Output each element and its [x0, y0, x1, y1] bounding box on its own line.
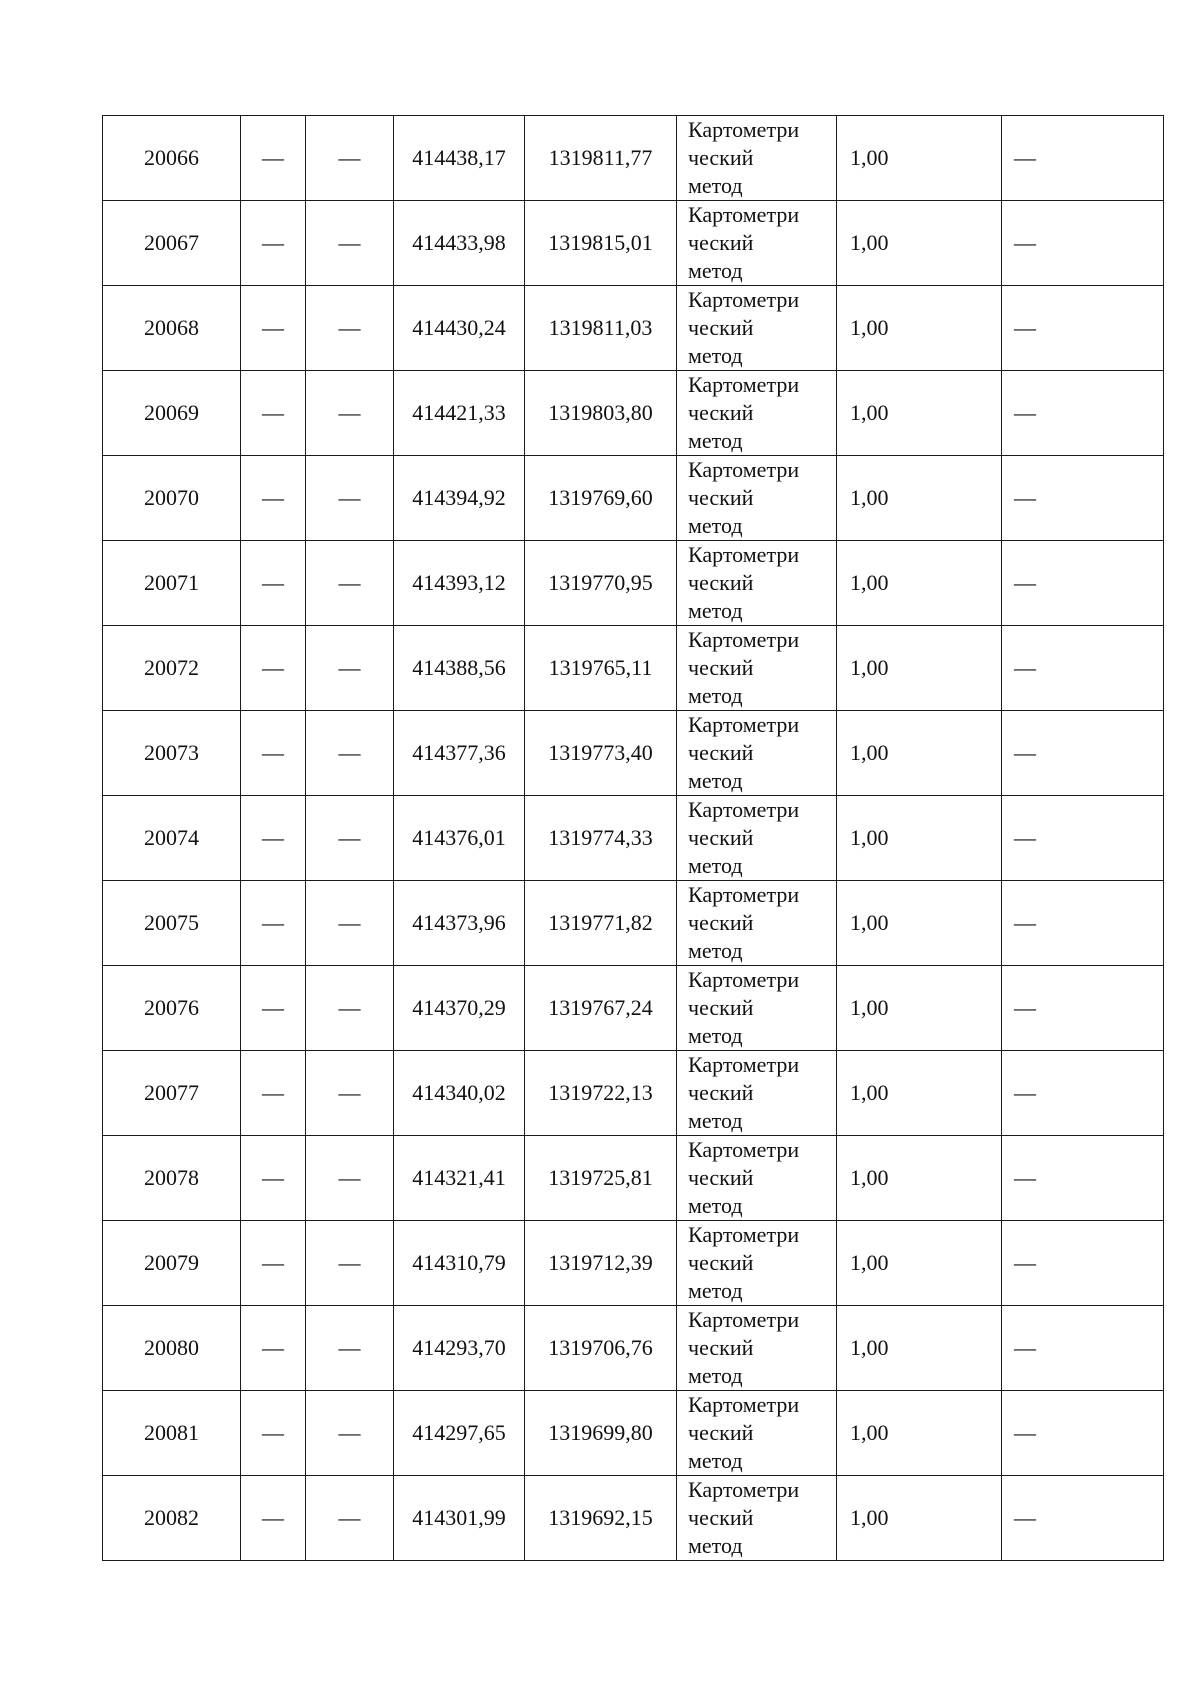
x-coordinate-cell: 414297,65: [394, 1391, 525, 1476]
empty-value-cell: —: [241, 1051, 306, 1136]
table-row: [103, 1391, 1164, 1476]
point-number-cell: 20073: [103, 711, 241, 796]
table-row: [103, 1221, 1164, 1306]
table-row: [103, 541, 1164, 626]
point-number-cell: 20082: [103, 1476, 241, 1561]
empty-value-cell: —: [1002, 541, 1164, 626]
y-coordinate-cell: 1319811,77: [525, 116, 677, 201]
precision-cell: 1,00: [837, 1221, 1002, 1306]
empty-value-cell: —: [306, 796, 394, 881]
y-coordinate-cell: 1319765,11: [525, 626, 677, 711]
precision-cell: 1,00: [837, 1476, 1002, 1561]
empty-value-cell: —: [1002, 1051, 1164, 1136]
empty-value-cell: —: [241, 371, 306, 456]
empty-value-cell: —: [306, 626, 394, 711]
y-coordinate-cell: 1319774,33: [525, 796, 677, 881]
point-number-cell: 20070: [103, 456, 241, 541]
empty-value-cell: —: [306, 1051, 394, 1136]
table-row: [103, 201, 1164, 286]
table-row: [103, 711, 1164, 796]
x-coordinate-cell: 414301,99: [394, 1476, 525, 1561]
x-coordinate-cell: 414421,33: [394, 371, 525, 456]
point-number-cell: 20066: [103, 116, 241, 201]
y-coordinate-cell: 1319706,76: [525, 1306, 677, 1391]
point-number-cell: 20072: [103, 626, 241, 711]
table-row: [103, 1306, 1164, 1391]
empty-value-cell: —: [1002, 371, 1164, 456]
table-row: [103, 116, 1164, 201]
precision-cell: 1,00: [837, 1306, 1002, 1391]
method-cell: Картометри ческий метод: [677, 1306, 837, 1391]
empty-value-cell: —: [306, 881, 394, 966]
y-coordinate-cell: 1319811,03: [525, 286, 677, 371]
point-number-cell: 20080: [103, 1306, 241, 1391]
y-coordinate-cell: 1319692,15: [525, 1476, 677, 1561]
y-coordinate-cell: 1319725,81: [525, 1136, 677, 1221]
empty-value-cell: —: [241, 541, 306, 626]
precision-cell: 1,00: [837, 1136, 1002, 1221]
precision-cell: 1,00: [837, 966, 1002, 1051]
table-row: [103, 371, 1164, 456]
point-number-cell: 20079: [103, 1221, 241, 1306]
point-number-cell: 20068: [103, 286, 241, 371]
empty-value-cell: —: [306, 201, 394, 286]
method-cell: Картометри ческий метод: [677, 1051, 837, 1136]
method-cell: Картометри ческий метод: [677, 881, 837, 966]
x-coordinate-cell: 414438,17: [394, 116, 525, 201]
precision-cell: 1,00: [837, 541, 1002, 626]
method-cell: Картометри ческий метод: [677, 286, 837, 371]
empty-value-cell: —: [1002, 966, 1164, 1051]
empty-value-cell: —: [241, 796, 306, 881]
method-cell: Картометри ческий метод: [677, 541, 837, 626]
empty-value-cell: —: [241, 626, 306, 711]
empty-value-cell: —: [241, 1221, 306, 1306]
y-coordinate-cell: 1319771,82: [525, 881, 677, 966]
table-row: [103, 626, 1164, 711]
precision-cell: 1,00: [837, 626, 1002, 711]
precision-cell: 1,00: [837, 371, 1002, 456]
table-body: [103, 116, 1164, 1561]
y-coordinate-cell: 1319699,80: [525, 1391, 677, 1476]
y-coordinate-cell: 1319712,39: [525, 1221, 677, 1306]
empty-value-cell: —: [1002, 1306, 1164, 1391]
empty-value-cell: —: [306, 1391, 394, 1476]
empty-value-cell: —: [241, 711, 306, 796]
coordinates-table: [102, 115, 1164, 1561]
y-coordinate-cell: 1319815,01: [525, 201, 677, 286]
x-coordinate-cell: 414370,29: [394, 966, 525, 1051]
empty-value-cell: —: [1002, 1391, 1164, 1476]
empty-value-cell: —: [306, 286, 394, 371]
empty-value-cell: —: [241, 116, 306, 201]
x-coordinate-cell: 414393,12: [394, 541, 525, 626]
x-coordinate-cell: 414321,41: [394, 1136, 525, 1221]
method-cell: Картометри ческий метод: [677, 456, 837, 541]
precision-cell: 1,00: [837, 1051, 1002, 1136]
method-cell: Картометри ческий метод: [677, 1221, 837, 1306]
point-number-cell: 20075: [103, 881, 241, 966]
empty-value-cell: —: [1002, 286, 1164, 371]
precision-cell: 1,00: [837, 116, 1002, 201]
method-cell: Картометри ческий метод: [677, 1136, 837, 1221]
x-coordinate-cell: 414340,02: [394, 1051, 525, 1136]
empty-value-cell: —: [241, 1136, 306, 1221]
x-coordinate-cell: 414430,24: [394, 286, 525, 371]
x-coordinate-cell: 414310,79: [394, 1221, 525, 1306]
method-cell: Картометри ческий метод: [677, 711, 837, 796]
empty-value-cell: —: [1002, 1476, 1164, 1561]
empty-value-cell: —: [306, 371, 394, 456]
point-number-cell: 20077: [103, 1051, 241, 1136]
table-row: [103, 286, 1164, 371]
empty-value-cell: —: [306, 456, 394, 541]
empty-value-cell: —: [1002, 116, 1164, 201]
point-number-cell: 20069: [103, 371, 241, 456]
table-row: [103, 1476, 1164, 1561]
y-coordinate-cell: 1319722,13: [525, 1051, 677, 1136]
table-row: [103, 966, 1164, 1051]
table-row: [103, 881, 1164, 966]
empty-value-cell: —: [241, 966, 306, 1051]
point-number-cell: 20081: [103, 1391, 241, 1476]
precision-cell: 1,00: [837, 286, 1002, 371]
precision-cell: 1,00: [837, 711, 1002, 796]
point-number-cell: 20071: [103, 541, 241, 626]
x-coordinate-cell: 414394,92: [394, 456, 525, 541]
method-cell: Картометри ческий метод: [677, 796, 837, 881]
method-cell: Картометри ческий метод: [677, 371, 837, 456]
empty-value-cell: —: [306, 1306, 394, 1391]
x-coordinate-cell: 414388,56: [394, 626, 525, 711]
precision-cell: 1,00: [837, 796, 1002, 881]
x-coordinate-cell: 414377,36: [394, 711, 525, 796]
method-cell: Картометри ческий метод: [677, 966, 837, 1051]
method-cell: Картометри ческий метод: [677, 1391, 837, 1476]
table-row: [103, 456, 1164, 541]
method-cell: Картометри ческий метод: [677, 1476, 837, 1561]
y-coordinate-cell: 1319767,24: [525, 966, 677, 1051]
y-coordinate-cell: 1319773,40: [525, 711, 677, 796]
empty-value-cell: —: [306, 116, 394, 201]
empty-value-cell: —: [306, 1476, 394, 1561]
point-number-cell: 20076: [103, 966, 241, 1051]
empty-value-cell: —: [241, 1476, 306, 1561]
empty-value-cell: —: [1002, 711, 1164, 796]
empty-value-cell: —: [1002, 881, 1164, 966]
empty-value-cell: —: [306, 711, 394, 796]
empty-value-cell: —: [1002, 456, 1164, 541]
empty-value-cell: —: [241, 881, 306, 966]
y-coordinate-cell: 1319803,80: [525, 371, 677, 456]
precision-cell: 1,00: [837, 201, 1002, 286]
precision-cell: 1,00: [837, 881, 1002, 966]
empty-value-cell: —: [1002, 1136, 1164, 1221]
precision-cell: 1,00: [837, 456, 1002, 541]
empty-value-cell: —: [241, 201, 306, 286]
empty-value-cell: —: [1002, 1221, 1164, 1306]
empty-value-cell: —: [241, 1306, 306, 1391]
method-cell: Картометри ческий метод: [677, 626, 837, 711]
point-number-cell: 20067: [103, 201, 241, 286]
empty-value-cell: —: [1002, 626, 1164, 711]
y-coordinate-cell: 1319769,60: [525, 456, 677, 541]
empty-value-cell: —: [1002, 201, 1164, 286]
x-coordinate-cell: 414293,70: [394, 1306, 525, 1391]
method-cell: Картометри ческий метод: [677, 201, 837, 286]
precision-cell: 1,00: [837, 1391, 1002, 1476]
table-row: [103, 1136, 1164, 1221]
empty-value-cell: —: [306, 1221, 394, 1306]
empty-value-cell: —: [306, 1136, 394, 1221]
x-coordinate-cell: 414433,98: [394, 201, 525, 286]
empty-value-cell: —: [241, 286, 306, 371]
y-coordinate-cell: 1319770,95: [525, 541, 677, 626]
empty-value-cell: —: [241, 456, 306, 541]
empty-value-cell: —: [306, 966, 394, 1051]
empty-value-cell: —: [1002, 796, 1164, 881]
x-coordinate-cell: 414373,96: [394, 881, 525, 966]
method-cell: Картометри ческий метод: [677, 116, 837, 201]
table-row: [103, 796, 1164, 881]
point-number-cell: 20074: [103, 796, 241, 881]
table-row: [103, 1051, 1164, 1136]
x-coordinate-cell: 414376,01: [394, 796, 525, 881]
empty-value-cell: —: [306, 541, 394, 626]
point-number-cell: 20078: [103, 1136, 241, 1221]
empty-value-cell: —: [241, 1391, 306, 1476]
